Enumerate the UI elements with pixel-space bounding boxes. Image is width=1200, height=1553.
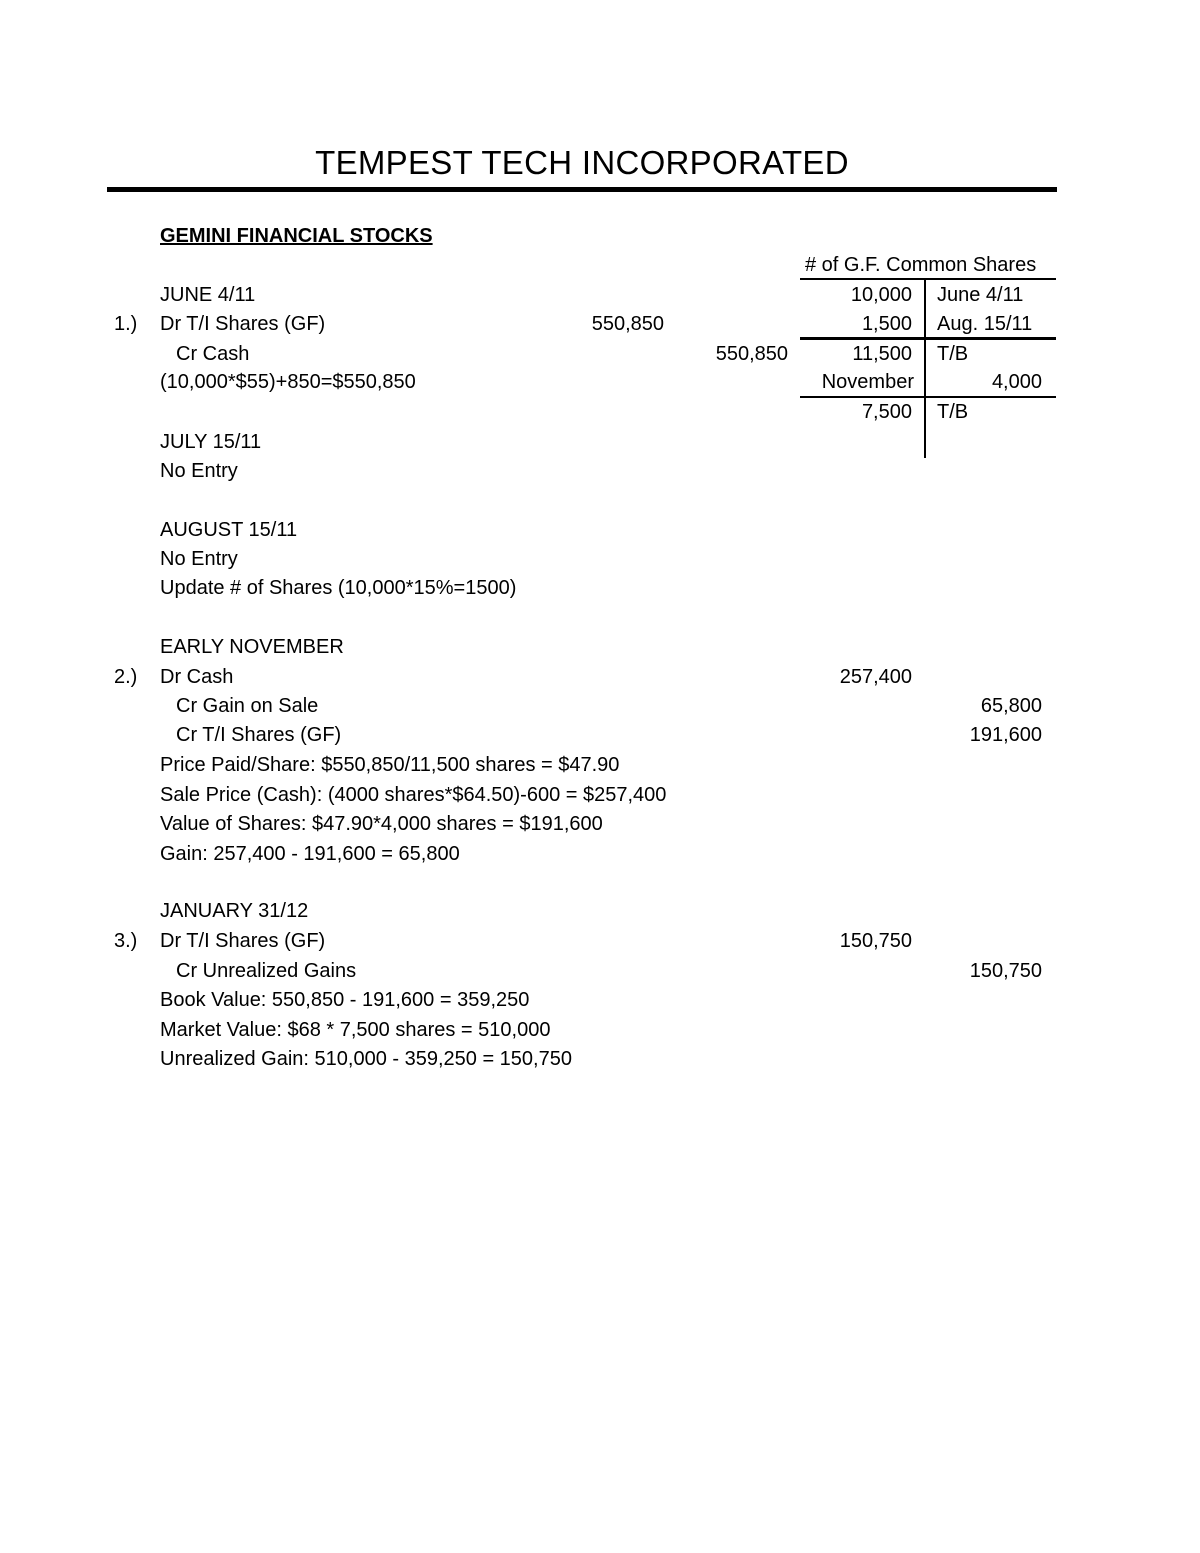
document-title: TEMPEST TECH INCORPORATED [315,144,849,181]
t-account-row-right: 4,000 [991,371,1042,393]
debit-amount: 550,850 [591,313,664,335]
calculation-line: Price Paid/Share: $550,850/11,500 shares = $47.90 [160,754,620,776]
calculation-line: Unrealized Gain: 510,000 - 359,250 = 150,750 [160,1048,572,1070]
entry-number: 3.) [114,930,138,952]
t-account-row-right: T/B [937,401,969,423]
credit-amount: 65,800 [980,695,1042,717]
entry-date: JANUARY 31/12 [160,900,309,922]
entry-note: No Entry [160,548,238,570]
credit-amount: 150,750 [969,960,1042,982]
entry-date: JUNE 4/11 [160,284,256,306]
debit-label: Dr Cash [160,666,234,688]
debit-amount: 150,750 [839,930,912,952]
t-account-row-left: 10,000 [850,284,912,306]
entry-note: No Entry [160,460,238,482]
credit-label: Cr Cash [176,343,250,365]
t-account-row-left: 1,500 [861,313,912,335]
calculation-line: Book Value: 550,850 - 191,600 = 359,250 [160,989,530,1011]
credit-amount: 550,850 [715,343,788,365]
calculation-line: Sale Price (Cash): (4000 shares*$64.50)-600 = $257,400 [160,784,667,806]
t-account-top-line [800,278,1056,280]
entry-date: AUGUST 15/11 [160,519,298,541]
t-account-header: # of G.F. Common Shares [805,254,1037,276]
section-title: GEMINI FINANCIAL STOCKS [160,225,433,247]
t-account-row-left: 7,500 [861,401,912,423]
entry-number: 2.) [114,666,138,688]
entry-date: JULY 15/11 [160,431,262,453]
entry-note: Update # of Shares (10,000*15%=1500) [160,577,517,599]
t-account-divider [924,280,926,458]
credit-label: Cr Unrealized Gains [176,960,357,982]
t-account-row-left: 11,500 [852,343,912,365]
credit-amount: 191,600 [969,724,1042,746]
calculation-line: Gain: 257,400 - 191,600 = 65,800 [160,843,460,865]
t-account-row-right: Aug. 15/11 [937,313,1033,335]
debit-label: Dr T/I Shares (GF) [160,313,326,335]
entry-number: 1.) [114,313,138,335]
entry-date: EARLY NOVEMBER [160,636,344,658]
debit-amount: 257,400 [839,666,912,688]
calculation-line: Market Value: $68 * 7,500 shares = 510,000 [160,1019,551,1041]
title-divider [107,187,1057,192]
t-account-total-line [800,337,1056,340]
entry-note: (10,000*$55)+850=$550,850 [160,371,416,393]
t-account-row-left: November [821,371,914,393]
credit-label: Cr T/I Shares (GF) [176,724,342,746]
credit-label: Cr Gain on Sale [176,695,319,717]
calculation-line: Value of Shares: $47.90*4,000 shares = $191,600 [160,813,603,835]
t-account-row-right: June 4/11 [937,284,1024,306]
t-account-row-right: T/B [937,343,969,365]
debit-label: Dr T/I Shares (GF) [160,930,326,952]
t-account-balance-line [800,396,1056,398]
